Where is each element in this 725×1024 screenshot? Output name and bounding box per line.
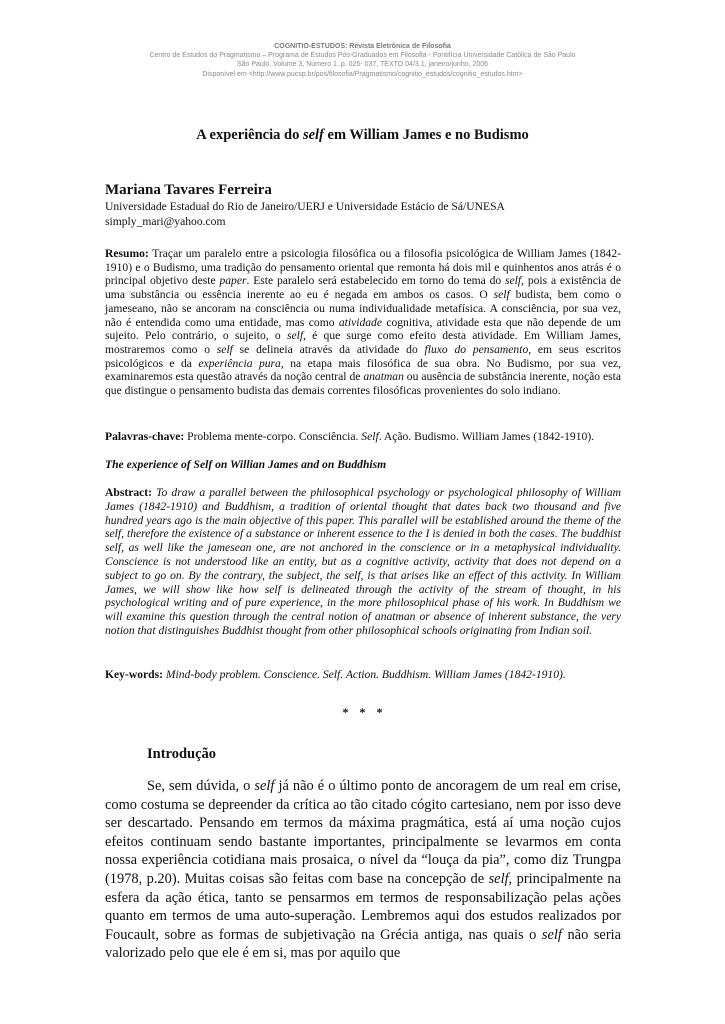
resumo-text: pois a existência de uma substância ou essência inerente ao eu é negada em ambos os casos. O: [105, 274, 621, 302]
journal-url: Disponível em <http://www.pucsp.br/pos/filosofia/Pragmatismo/cognitio_estudos/cognitio_estudos.htm>: [202, 70, 523, 78]
resumo-text: ou ausência de substância inerente, noção esta que distingue o pensamento budista das demais correntes filosóficas provenientes do solo indiano.: [105, 370, 621, 398]
intro-text: já não é o último ponto de ancoragem de um real em crise, como costuma se depreender da crítica ao tão citado cógito cartesiano, nem por isso deve ser descartado. Pensando em termos da máxima pragmática, está aí uma noção cujos efeitos continuam sendo bastante importantes, principalmente se levarmos em conta nossa experiência cotidiana mais prosaica, o nível da “louça da pia”, como diz Trungpa (1978, p.20). Muitas coisas são feitas com base na concepção de: [105, 778, 621, 887]
palavras-label: Palavras-chave:: [105, 430, 185, 443]
section-separator: * * *: [342, 705, 383, 719]
author-name: Mariana Tavares Ferreira: [105, 182, 272, 198]
resumo-paragraph: [105, 247, 621, 398]
title-part-2: em William James e no Budismo: [323, 127, 529, 143]
key-words: [105, 668, 621, 682]
journal-program: Centro de Estudos do Pragmatismo – Programa de Estudos Pós-Graduados em Filosofia - Pontifícia Universidade Católica de São Paulo: [149, 52, 576, 60]
palavras-italic: Self: [361, 430, 379, 443]
resumo-italic: self: [493, 288, 510, 302]
author-email: simply_mari@yahoo.com: [105, 215, 226, 228]
resumo-text: budista, bem como o jameseano, não se ancoram na consciência ou numa individualidade metafísica. A consciência, por sua vez, não é entendida como uma entidade, mas como: [105, 288, 621, 329]
keywords-text: Mind-body problem. Conscience. Self. Action. Buddhism. William James (1842-1910).: [162, 668, 566, 681]
resumo-italic: atividade: [338, 315, 382, 329]
resumo-italic: self,: [505, 274, 525, 288]
keywords-label: Key-words:: [105, 668, 163, 681]
intro-italic: self: [254, 778, 275, 794]
journal-title: COGNITIO-ESTUDOS: Revista Eletrônica de Filosofia: [274, 43, 451, 50]
author-block: [105, 181, 620, 229]
journal-header: [60, 42, 665, 79]
intro-heading: Introdução: [147, 746, 217, 762]
resumo-italic: experiência pura: [198, 356, 281, 370]
abstract-label: Abstract:: [105, 486, 153, 499]
palavras-text: Problema mente-corpo. Consciência.: [184, 430, 362, 443]
resumo-text: , na etapa mais filosófica de sua obra. No Budismo, por sua vez, examinaremos esta questão através da noção central de: [105, 356, 622, 384]
resumo-italic: self: [216, 342, 233, 356]
resumo-italic: paper: [219, 274, 247, 288]
title-italic: self: [302, 127, 324, 143]
resumo-italic: fluxo do pensamento,: [424, 342, 532, 356]
resumo-text: Traçar um paralelo entre a psicologia filosófica ou a filosofia psicológica de William James (1842-1910) e o Budismo, uma tradição do pensamento oriental que remonta há dois mil e quinhentos anos atrás é o principal objetivo deste: [105, 247, 621, 288]
intro-paragraph: [105, 777, 621, 963]
resumo-text: em seus escritos psicológicos e da: [105, 342, 622, 370]
resumo-text: cognitiva, atividade esta que não depende de um sujeito. Pelo contrário, o sujeito, o: [105, 315, 621, 343]
intro-text: principalmente na esfera da ação ética, tanto se pensarmos em termos de responsabilização pelas ações quanto em termos de uma auto-superação. Lembremos aqui dos estudos realizados por Foucault, sobre as formas de subjetivação na Grécia antiga, nas quais o: [105, 870, 621, 943]
intro-italic: self,: [488, 870, 513, 887]
abstract-text: To draw a parallel between the philosophical psychology or psychological philosophy of William James (1842-1910) and Buddhism, a tradition of oriental thought that dates back two thousand and five hundred years ago is the main objective of this paper. This parallel will be established around the theme of the self, therefore the existence of a substance or inherent essence to the I is denied in both the cases. The buddhist self, as well like the jamesean one, are not anchored in the conscience or in a metaphysical individuality. Conscience is not understood like an entity, but as a cognitive activity, activity that does not depend on a subject to go on. By the contrary, the subject, the self, is that arises like an effect of this activity. In William James, we will show like how self is delineated through the activity of the stream of thought, in his psychological writing and of pure experience, in the more philosophical phase of his work. In Buddhism we will examine this question through the central notion of anatman or absence of inherent substance, the very notion that distinguishes Buddhist thought from other philosophical schools originating from Indian soil.: [105, 486, 621, 637]
english-title: The experience of Self on Willian James and on Buddhism: [105, 458, 387, 471]
intro-italic: self: [541, 926, 562, 943]
palavras-text: . Ação. Budismo. William James (1842-1910).: [378, 430, 595, 443]
author-affiliation: Universidade Estadual do Rio de Janeiro/UERJ e Universidade Estácio de Sá/UNESA: [105, 200, 505, 213]
palavras-chave: [105, 430, 621, 444]
resumo-label: Resumo:: [105, 247, 149, 260]
resumo-italic: anatman: [363, 370, 404, 384]
resumo-text: se delineia através da atividade do: [232, 342, 425, 356]
journal-volume: São Paulo, Volume 3, Número 1, p. 025- 037, TEXTO 04/3.1, janeiro/junho, 2006: [236, 61, 489, 69]
resumo-text: é que surge como efeito desta atividade. Em William James, mostraremos como o: [105, 329, 621, 356]
intro-text: não seria valorizado pelo que ele é em si, mas por aquilo que: [105, 926, 621, 962]
intro-text: Se, sem dúvida, o: [147, 778, 255, 794]
title-part-1: A experiência do: [196, 127, 303, 143]
abstract-paragraph: [105, 486, 621, 638]
resumo-italic: self,: [286, 329, 306, 343]
resumo-text: . Este paralelo será estabelecido em torno do tema do: [246, 274, 506, 288]
paper-title: [60, 127, 665, 144]
